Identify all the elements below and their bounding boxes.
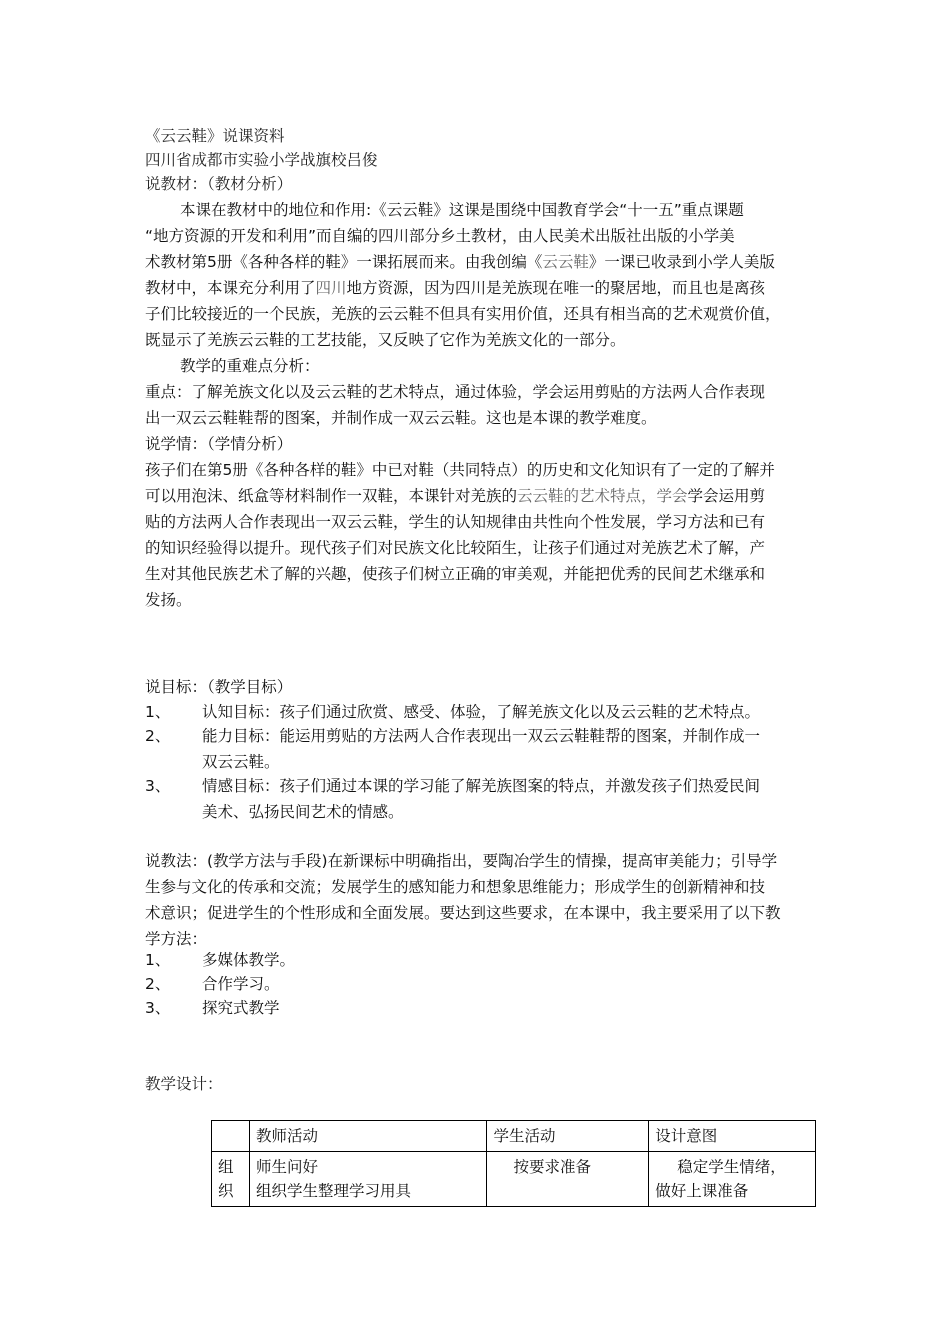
para-methods-line: 学方法： [145,930,208,948]
table-header-cell [212,1121,250,1152]
text-run: 说目标：（教学目标） [145,678,293,696]
goal-line: 美术、弘扬民间艺术的情感。 [202,803,404,821]
table-cell-student [487,1152,649,1207]
table-header-row [212,1121,816,1152]
para-methods-line: 术意识；促进学生的个性形成和全面发展。要达到这些要求，在本课中，我主要采用了以下教 [145,904,781,922]
text-run: 》一课已收录到小学人美版 [588,253,775,271]
table-header-cell: 教师活动 [249,1121,487,1152]
text-run: 术教材第5册《各种各样的鞋》一课拓展而来。由我创编《 [145,253,543,271]
table-row [212,1152,816,1207]
method-item: 合作学习。 [202,975,280,993]
cell-line: 组 [218,1158,234,1176]
cell-line: 组织学生整理学习用具 [255,1182,411,1200]
text-run: 可以用泡沫、纸盒等材料制作一双鞋，本课针对羌族的 [145,487,518,505]
text-run: 地方资源，因为四川是羌族现在唯一的聚居地，而且也是离孩 [346,279,766,297]
text-run: 教材中，本课充分利用了 [145,279,316,297]
text-run: 四川 [315,279,347,297]
para-students-line: 孩子们在第5册《各种各样的鞋》中已对鞋（共同特点）的历史和文化知识有了一定的了解并 [145,461,775,479]
para-textbook-line [145,250,775,274]
para-methods-line: 生参与文化的传承和交流；发展学生的感知能力和想象思维能力；形成学生的创新精神和技 [145,878,766,896]
goal-line: 情感目标：孩子们通过本课的学习能了解羌族图案的特点，并激发孩子们热爱民间 [202,777,761,795]
para-textbook-line: 既显示了羌族云云鞋的工艺技能，又反映了它作为羌族文化的一部分。 [145,331,626,349]
goal-line: 认知目标：孩子们通过欣赏、感受、体验，了解羌族文化以及云云鞋的艺术特点。 [202,703,761,721]
method-number: 3、 [145,999,171,1017]
table-header-cell: 学生活动 [487,1121,649,1152]
section-heading-students: 说学情：（学情分析） [145,435,293,453]
design-heading: 教学设计： [145,1075,223,1093]
method-item: 探究式教学 [202,999,280,1017]
goal-number: 2、 [145,727,171,745]
doc-author: 四川省成都市实验小学战旗校吕俊 [145,151,378,169]
table-cell-stage [212,1152,250,1207]
cell-line: 按要求准备 [513,1158,591,1176]
section-heading-goals [145,675,292,699]
para-textbook-line [145,276,765,300]
cell-line: 稳定学生情绪， [677,1158,786,1176]
text-run: 云云鞋的艺术特点，学会 [517,487,688,505]
para-students-line [145,484,765,508]
para-textbook-line: 子们比较接近的一个民族，羌族的云云鞋不但具有实用价值，还具有相当高的艺术观赏价值， [145,305,781,323]
text-run: 云云鞋 [542,253,589,271]
table-cell-intent [649,1152,816,1207]
para-students-line: 发扬。 [145,591,192,609]
method-item: 多媒体教学。 [202,951,296,969]
goal-number: 1、 [145,703,171,721]
table-cell-teacher [249,1152,487,1207]
doc-title: 《云云鞋》说课资料 [145,127,285,145]
key-points-heading: 教学的重难点分析： [180,357,320,375]
section-heading-textbook: 说教材：（教材分析） [145,175,293,193]
goal-line: 能力目标：能运用剪贴的方法两人合作表现出一双云云鞋鞋帮的图案，并制作成一 [202,727,761,745]
goal-line: 双云云鞋。 [202,753,280,771]
key-points-line: 重点：了解羌族文化以及云云鞋的艺术特点，通过体验，学会运用剪贴的方法两人合作表现 [145,383,766,401]
teaching-design-table [211,1120,816,1207]
cell-line: 师生问好 [255,1158,318,1176]
para-methods-line: 说教法：(教学方法与手段)在新课标中明确指出，要陶冶学生的情操，提高审美能力；引导学 [145,852,778,870]
para-textbook-line: “地方资源的开发和利用”而自编的四川部分乡土教材，由人民美术出版社出版的小学美 [145,227,735,245]
goal-number: 3、 [145,777,171,795]
method-number: 1、 [145,951,171,969]
cell-line: 织 [218,1182,234,1200]
para-students-line: 生对其他民族艺术了解的兴趣，使孩子们树立正确的审美观，并能把优秀的民间艺术继承和 [145,565,766,583]
table-header-cell: 设计意图 [649,1121,816,1152]
para-students-line: 的知识经验得以提升。现代孩子们对民族文化比较陌生，让孩子们通过对羌族艺术了解，产 [145,539,766,557]
para-students-line: 贴的方法两人合作表现出一双云云鞋，学生的认知规律由共性向个性发展，学习方法和已有 [145,513,766,531]
text-run: 学会运用剪 [687,487,766,505]
method-number: 2、 [145,975,171,993]
cell-line: 做好上课准备 [655,1182,749,1200]
para-textbook-line: 本课在教材中的地位和作用:《云云鞋》这课是围绕中国教育学会“十一五”重点课题 [180,201,744,219]
key-points-line: 出一双云云鞋鞋帮的图案，并制作成一双云云鞋。这也是本课的教学难度。 [145,409,657,427]
